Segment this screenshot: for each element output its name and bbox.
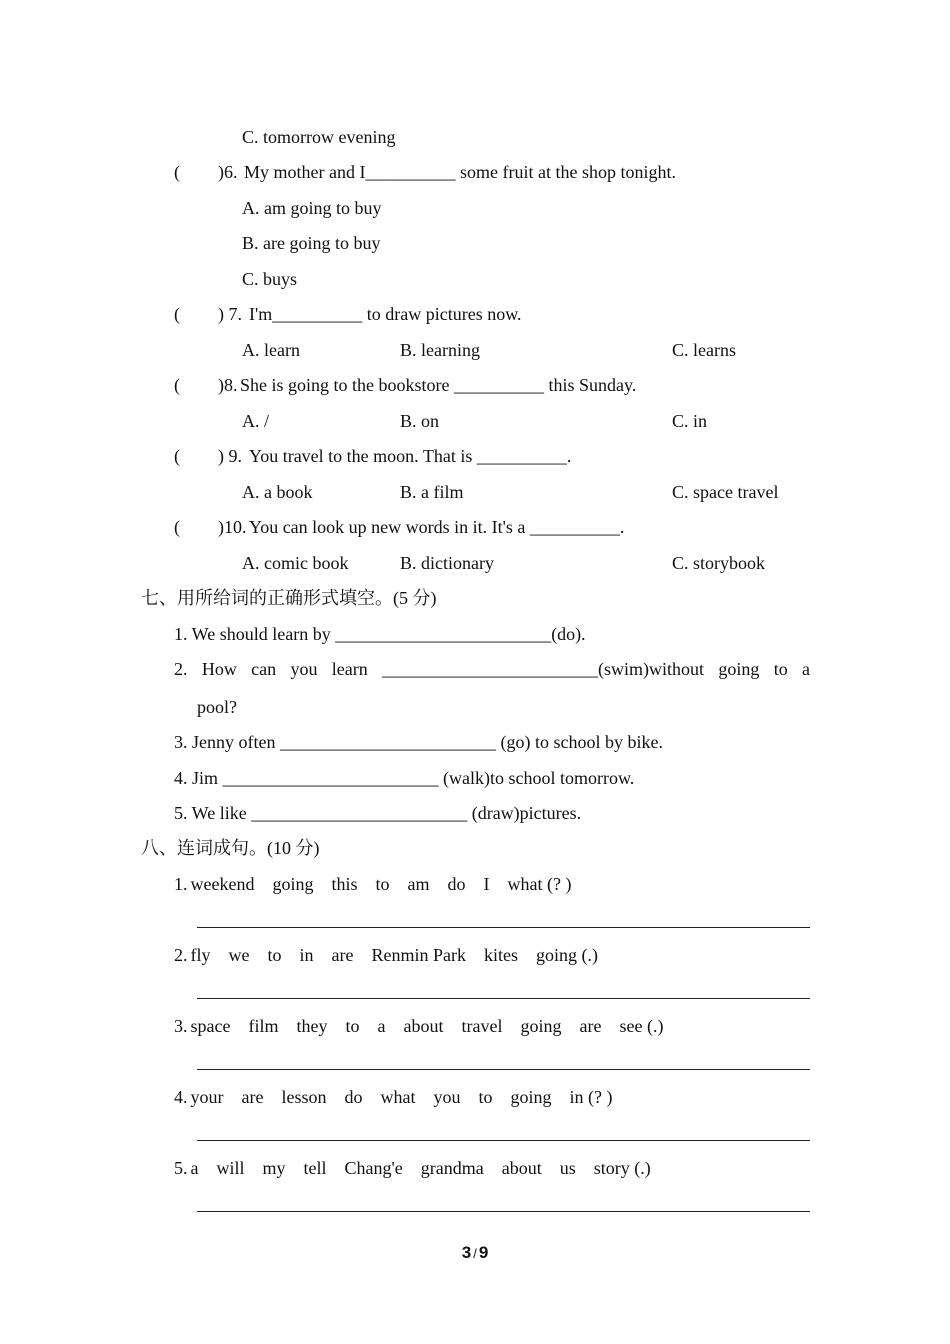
fill-item-1: 1. We should learn by ________________________(do).	[174, 624, 586, 644]
fill-item-2-continued: pool?	[197, 697, 237, 717]
word: I	[483, 874, 490, 894]
word: travel	[461, 1016, 503, 1036]
option-c: C. in	[672, 411, 708, 431]
word: am	[407, 874, 430, 894]
total-pages: 9	[478, 1243, 489, 1262]
answer-line	[197, 927, 810, 928]
word: going	[272, 874, 314, 894]
word: space	[190, 1016, 231, 1036]
word: in	[299, 945, 314, 965]
option-c: C. buys	[242, 269, 298, 289]
question-stem: She is going to the bookstore __________ this Sunday.	[240, 375, 637, 395]
item-number: 5.	[174, 1158, 188, 1178]
section-8-heading: 八、连词成句。(10 分)	[141, 838, 320, 858]
word: are	[331, 945, 354, 965]
answer-paren-open: (	[174, 517, 180, 537]
word: your	[190, 1087, 224, 1107]
page-separator: /	[473, 1246, 477, 1261]
sentence-item-1	[174, 873, 589, 895]
answer-line	[197, 1140, 810, 1141]
current-page: 3	[461, 1243, 472, 1262]
word: we	[228, 945, 250, 965]
item-number: 2.	[174, 945, 188, 965]
option-b: B. on	[400, 411, 440, 431]
sentence-item-3	[174, 1015, 681, 1037]
q5-option-c: C. tomorrow evening	[242, 127, 396, 147]
option-a: A. comic book	[242, 553, 349, 573]
item-number: 4.	[174, 1087, 188, 1107]
word: going (.)	[536, 945, 599, 965]
fill-item-2: 2. How can you learn ________________________(swim)without going to a	[174, 659, 810, 679]
word: about	[501, 1158, 542, 1178]
word: do	[344, 1087, 363, 1107]
question-number: ) 7.	[218, 304, 242, 324]
word: you	[433, 1087, 461, 1107]
word: a	[377, 1016, 386, 1036]
option-a: A. am going to buy	[242, 198, 382, 218]
word: a	[190, 1158, 199, 1178]
option-b: B. a film	[400, 482, 464, 502]
word: fly	[190, 945, 211, 965]
answer-line	[197, 998, 810, 999]
answer-paren-open: (	[174, 446, 180, 466]
option-b: B. learning	[400, 340, 480, 360]
question-stem: My mother and I__________ some fruit at the shop tonight.	[244, 162, 676, 182]
word: what (? )	[507, 874, 572, 894]
option-b: B. dictionary	[400, 553, 494, 573]
word: to	[375, 874, 390, 894]
option-c: C. space travel	[672, 482, 779, 502]
answer-paren-open: (	[174, 304, 180, 324]
word: to	[267, 945, 282, 965]
word: kites	[484, 945, 519, 965]
answer-line	[197, 1211, 810, 1212]
word: what	[380, 1087, 416, 1107]
question-number: )6.	[218, 162, 238, 182]
question-number: )8.	[218, 375, 238, 395]
option-c: C. learns	[672, 340, 736, 360]
question-number: )10.	[218, 517, 247, 537]
word: grandma	[420, 1158, 484, 1178]
answer-paren-open: (	[174, 162, 180, 182]
sentence-item-5	[174, 1157, 669, 1179]
word: weekend	[190, 874, 255, 894]
question-number: ) 9.	[218, 446, 242, 466]
question-stem: I'm__________ to draw pictures now.	[249, 304, 522, 324]
sentence-item-4	[174, 1086, 631, 1108]
item-number: 1.	[174, 874, 188, 894]
word: going	[520, 1016, 562, 1036]
item-number: 3.	[174, 1016, 188, 1036]
option-b: B. are going to buy	[242, 233, 381, 253]
question-stem: You can look up new words in it. It's a __________.	[249, 517, 625, 537]
option-a: A. learn	[242, 340, 300, 360]
section-7-heading: 七、用所给词的正确形式填空。(5 分)	[141, 588, 437, 608]
word: in (? )	[569, 1087, 613, 1107]
word: will	[216, 1158, 245, 1178]
word: Chang'e	[344, 1158, 403, 1178]
word: about	[403, 1016, 444, 1036]
word: going	[510, 1087, 552, 1107]
fill-item-3: 3. Jenny often ________________________ (go) to school by bike.	[174, 732, 663, 752]
answer-line	[197, 1069, 810, 1070]
word: to	[478, 1087, 493, 1107]
word: Renmin Park	[371, 945, 467, 965]
word: to	[345, 1016, 360, 1036]
option-c: C. storybook	[672, 553, 766, 573]
option-a: A. a book	[242, 482, 313, 502]
word: are	[241, 1087, 264, 1107]
sentence-item-2	[174, 944, 616, 966]
word: story (.)	[593, 1158, 651, 1178]
word: us	[559, 1158, 576, 1178]
word: tell	[303, 1158, 327, 1178]
word: they	[296, 1016, 328, 1036]
word: are	[579, 1016, 602, 1036]
fill-item-4: 4. Jim ________________________ (walk)to school tomorrow.	[174, 768, 635, 788]
word: my	[262, 1158, 286, 1178]
option-a: A. /	[242, 411, 269, 431]
word: lesson	[281, 1087, 327, 1107]
word: this	[331, 874, 358, 894]
word: do	[447, 874, 466, 894]
question-stem: You travel to the moon. That is __________.	[249, 446, 572, 466]
answer-paren-open: (	[174, 375, 180, 395]
page-number	[0, 1243, 950, 1263]
word: see (.)	[619, 1016, 664, 1036]
fill-item-5: 5. We like ________________________ (draw)pictures.	[174, 803, 582, 823]
word: film	[248, 1016, 279, 1036]
